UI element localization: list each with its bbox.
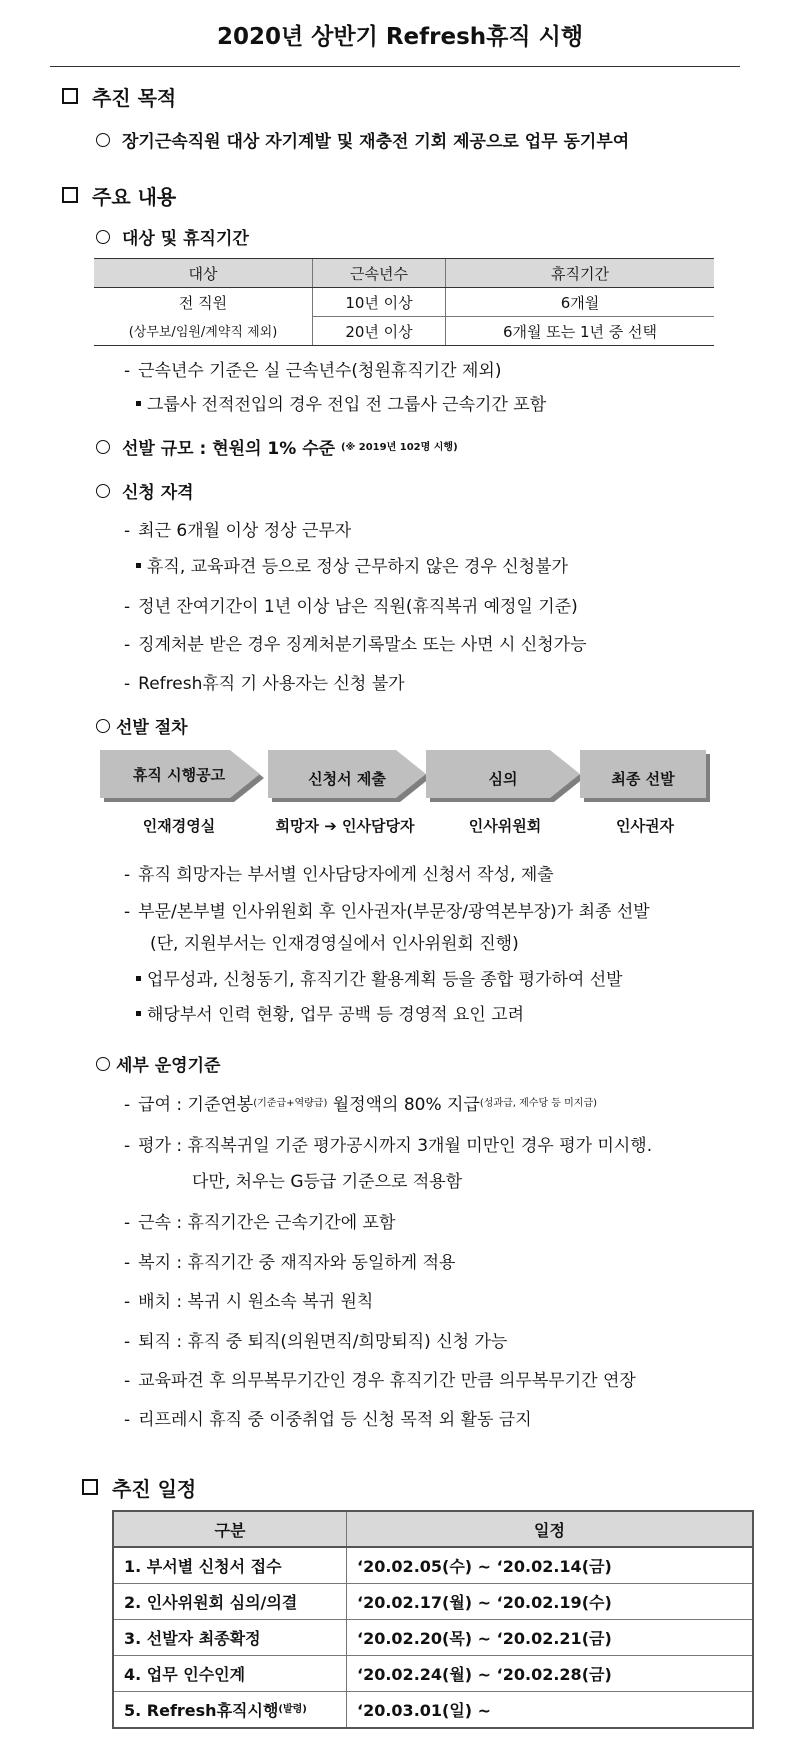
checkbox-square-icon [82, 1479, 98, 1495]
operation-heading: 세부 운영기준 [96, 1051, 220, 1076]
operation-eval-1: - 평가 : 휴직복귀일 기준 평가공시까지 3개월 미만인 경우 평가 미시행. [124, 1136, 653, 1156]
target-cell-1: 전 직원 [178, 293, 228, 312]
scale-heading: 선발 규모 : 현원의 1% 수준 $^{(※ 2019년 102명 시행)}$ [96, 434, 458, 459]
procedure-d2: - 부문/본부별 인사위원회 후 인사권자(부문장/광역본부장)가 최종 선발 [124, 902, 650, 922]
operation-ban: - 리프레시 휴직 중 이중취업 등 신청 목적 외 활동 금지 [124, 1410, 532, 1430]
schedule-item: 4. 업무 인수인계 [113, 1656, 347, 1692]
schedule-item: 2. 인사위원회 심의/의결 [113, 1584, 347, 1620]
flow-step-3-label: 심의 [488, 770, 518, 788]
table-header-row [94, 259, 714, 288]
operation-welfare: - 복지 : 휴직기간 중 재직자와 동일하게 적용 [124, 1253, 456, 1273]
target-heading: 대상 및 휴직기간 [96, 224, 249, 249]
circle-bullet-icon [96, 133, 110, 147]
operation-placement: - 배치 : 복귀 시 원소속 복귀 원칙 [124, 1292, 374, 1312]
header-category: 구분 [113, 1511, 347, 1547]
operation-service: - 근속 : 휴직기간은 근속기간에 포함 [124, 1213, 396, 1233]
target-cell-2: (상무보/임원/계약직 제외) [94, 317, 313, 346]
flow-step-1-label: 휴직 시행공고 [132, 766, 226, 784]
title-divider [50, 66, 740, 67]
schedule-date: ‘20.03.01(일) ~ [347, 1692, 754, 1729]
table-row [113, 1547, 753, 1584]
operation-retire: - 퇴직 : 휴직 중 퇴직(의원면직/희망퇴직) 신청 가능 [124, 1332, 508, 1352]
period-cell: 6개월 [446, 288, 715, 317]
qualification-b1: 휴직, 교육파견 등으로 정상 근무하지 않은 경우 신청불가 [136, 552, 568, 577]
section-main-heading: 주요 내용 [62, 181, 176, 210]
header-schedule: 일정 [347, 1511, 754, 1547]
flow-step-2-label: 신청서 제출 [308, 770, 386, 788]
qualification-d3: - 징계처분 받은 경우 징계처분기록말소 또는 사면 시 신청가능 [124, 635, 587, 655]
page-title: 2020년 상반기 Refresh휴직 시행 [216, 24, 584, 50]
checkbox-square-icon [62, 88, 78, 104]
years-cell: 20년 이상 [313, 317, 446, 346]
procedure-b1: 업무성과, 신청동기, 휴직기간 활용계획 등을 종합 평가하여 선발 [136, 965, 623, 990]
circle-bullet-icon [96, 484, 110, 498]
table-header-row [113, 1511, 753, 1547]
table-row [113, 1656, 753, 1692]
table-row [113, 1692, 753, 1729]
section-purpose-heading: 추진 목적 [62, 82, 176, 111]
operation-edu: - 교육파견 후 의무복무기간인 경우 휴직기간 만큼 의무복무기간 연장 [124, 1371, 636, 1391]
schedule-date: ‘20.02.20(목) ~ ‘20.02.21(금) [347, 1620, 754, 1656]
purpose-item: 장기근속직원 대상 자기계발 및 재충전 기회 제공으로 업무 동기부여 [96, 127, 629, 152]
qualification-d2: - 정년 잔여기간이 1년 이상 남은 직원(휴직복귀 예정일 기준) [124, 597, 578, 617]
flow-owner-1: 인재경영실 [142, 817, 216, 835]
schedule-date: ‘20.02.24(월) ~ ‘20.02.28(금) [347, 1656, 754, 1692]
operation-eval-2: 다만, 처우는 G등급 기준으로 적용함 [192, 1172, 463, 1192]
flow-owner-3: 인사위원회 [468, 817, 542, 835]
table-row [113, 1584, 753, 1620]
header-period: 휴직기간 [446, 259, 715, 288]
schedule-date: ‘20.02.17(월) ~ ‘20.02.19(수) [347, 1584, 754, 1620]
qualification-d4: - Refresh휴직 기 사용자는 신청 불가 [124, 674, 405, 694]
target-note-bullet: 그룹사 전적전입의 경우 전입 전 그룹사 근속기간 포함 [136, 390, 546, 415]
period-cell: 6개월 또는 1년 중 선택 [446, 317, 715, 346]
table-row [94, 317, 714, 346]
schedule-item: 3. 선발자 최종확정 [113, 1620, 347, 1656]
procedure-d2b: (단, 지원부서는 인재경영실에서 인사위원회 진행) [150, 934, 519, 954]
checkbox-square-icon [62, 187, 78, 203]
scale-note: (※ 2019년 102명 시행) [340, 442, 458, 453]
procedure-b2: 해당부서 인력 현황, 업무 공백 등 경영적 요인 고려 [136, 1000, 524, 1025]
flow-owner-2: 희망자 ➔ 인사담당자 [275, 817, 415, 835]
schedule-item-sup: (발령) [278, 1704, 307, 1715]
target-table [94, 258, 714, 346]
procedure-d1: - 휴직 희망자는 부서별 인사담당자에게 신청서 작성, 제출 [124, 865, 554, 885]
table-row [94, 288, 714, 317]
schedule-item: 1. 부서별 신청서 접수 [113, 1547, 347, 1584]
circle-bullet-icon [96, 440, 110, 454]
circle-bullet-icon [96, 719, 110, 733]
qualification-heading: 신청 자격 [96, 478, 194, 503]
header-target: 대상 [94, 259, 313, 288]
section-schedule-heading: 추진 일정 [82, 1473, 196, 1502]
years-cell: 10년 이상 [313, 288, 446, 317]
circle-bullet-icon [96, 230, 110, 244]
schedule-item: 5. Refresh휴직시행$^{(발령)}$ [124, 1701, 307, 1720]
header-years: 근속년수 [313, 259, 446, 288]
qualification-d1: - 최근 6개월 이상 정상 근무자 [124, 521, 352, 541]
schedule-table [112, 1510, 754, 1729]
operation-pay: - 급여 : 기준연봉$^{(기준급+역량급)}$ 월정액의 80% 지급$^{(성과급, 제수당 등 미지급)}$ [124, 1095, 598, 1115]
flow-step-4-label: 최종 선발 [611, 770, 675, 788]
schedule-date: ‘20.02.05(수) ~ ‘20.02.14(금) [347, 1547, 754, 1584]
target-note-dash: - 근속년수 기준은 실 근속년수(청원휴직기간 제외) [124, 361, 502, 381]
flow-owner-4: 인사권자 [616, 817, 674, 835]
procedure-heading: 선발 절차 [96, 713, 188, 738]
circle-bullet-icon [96, 1057, 110, 1071]
table-row [113, 1620, 753, 1656]
